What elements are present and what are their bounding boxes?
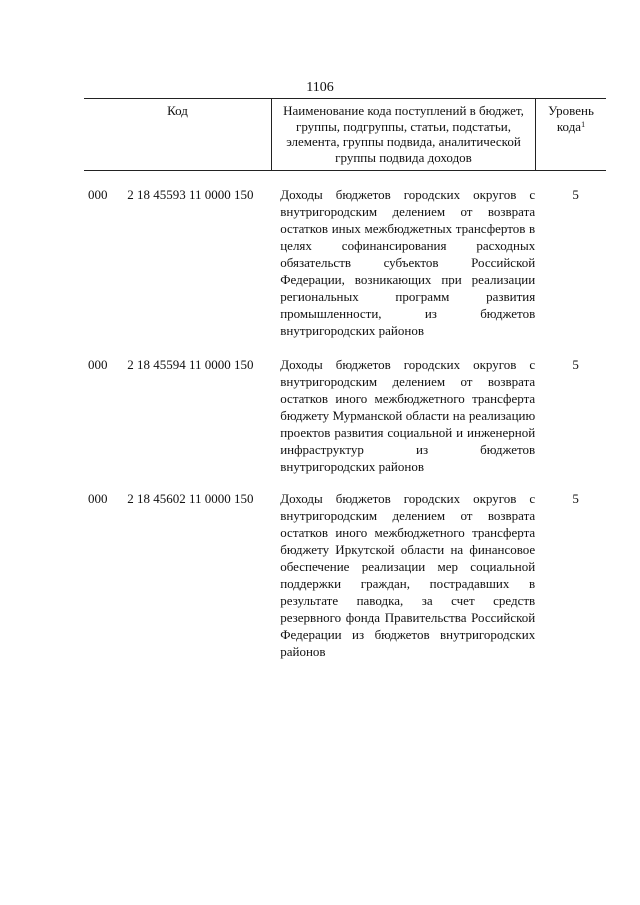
row-level: 5 bbox=[572, 187, 579, 202]
table-body bbox=[84, 186, 606, 660]
header-name bbox=[272, 99, 536, 170]
header-code bbox=[84, 99, 272, 170]
row-name-text: Доходы бюджетов городских округов с внутригородским делением от возврата остатков иного межбюджетного трансферта бюджету Иркутской области на финансовое обеспечение реализации мер социальной поддержки граждан, пострадавших в результате паводка, за счет средств резервного фонда Правительства Российской Федерации из бюджетов внутригородских районов bbox=[280, 491, 536, 659]
row-code: 2 18 45602 11 0000 150 bbox=[127, 491, 254, 506]
row-name-text: Доходы бюджетов городских округов с внутригородским делением от возврата остатков иных межбюджетных трансфертов в целях софинансирования расходных обязательств субъектов Российской Федерации, возникающих при реализации региональных программ развития промышленности, из бюджетов внутригородских районов bbox=[280, 187, 536, 338]
row-admin-code: 000 bbox=[88, 491, 108, 506]
table-row bbox=[84, 356, 606, 490]
row-code: 2 18 45593 11 0000 150 bbox=[127, 187, 254, 202]
page-number: 1106 bbox=[306, 80, 334, 95]
header-level bbox=[536, 99, 606, 170]
row-admin-code: 000 bbox=[88, 187, 108, 202]
row-admin-code: 000 bbox=[88, 357, 108, 372]
footnote-marker: 1 bbox=[581, 119, 586, 129]
row-level: 5 bbox=[572, 491, 579, 506]
row-name bbox=[280, 356, 535, 490]
row-name bbox=[280, 186, 535, 356]
row-code: 2 18 45594 11 0000 150 bbox=[127, 357, 254, 372]
header-code-label: Код bbox=[167, 103, 188, 118]
row-name bbox=[280, 490, 535, 660]
table-header bbox=[84, 98, 606, 171]
row-level: 5 bbox=[572, 357, 579, 372]
header-name-label: Наименование кода поступлений в бюджет, группы, подгруппы, статьи, подстатьи, элемента, группы подвида, аналитической группы подвида доходов bbox=[283, 103, 524, 165]
row-name-text: Доходы бюджетов городских округов с внутригородским делением от возврата остатков иного межбюджетного трансферта бюджету Мурманской области на реализацию проектов развития социальной и инженерной инфраструктур из бюджетов внутригородских районов bbox=[280, 357, 536, 474]
header-level-label: Уровень кода bbox=[548, 103, 594, 134]
table-row bbox=[84, 490, 606, 660]
table-row bbox=[84, 186, 606, 356]
